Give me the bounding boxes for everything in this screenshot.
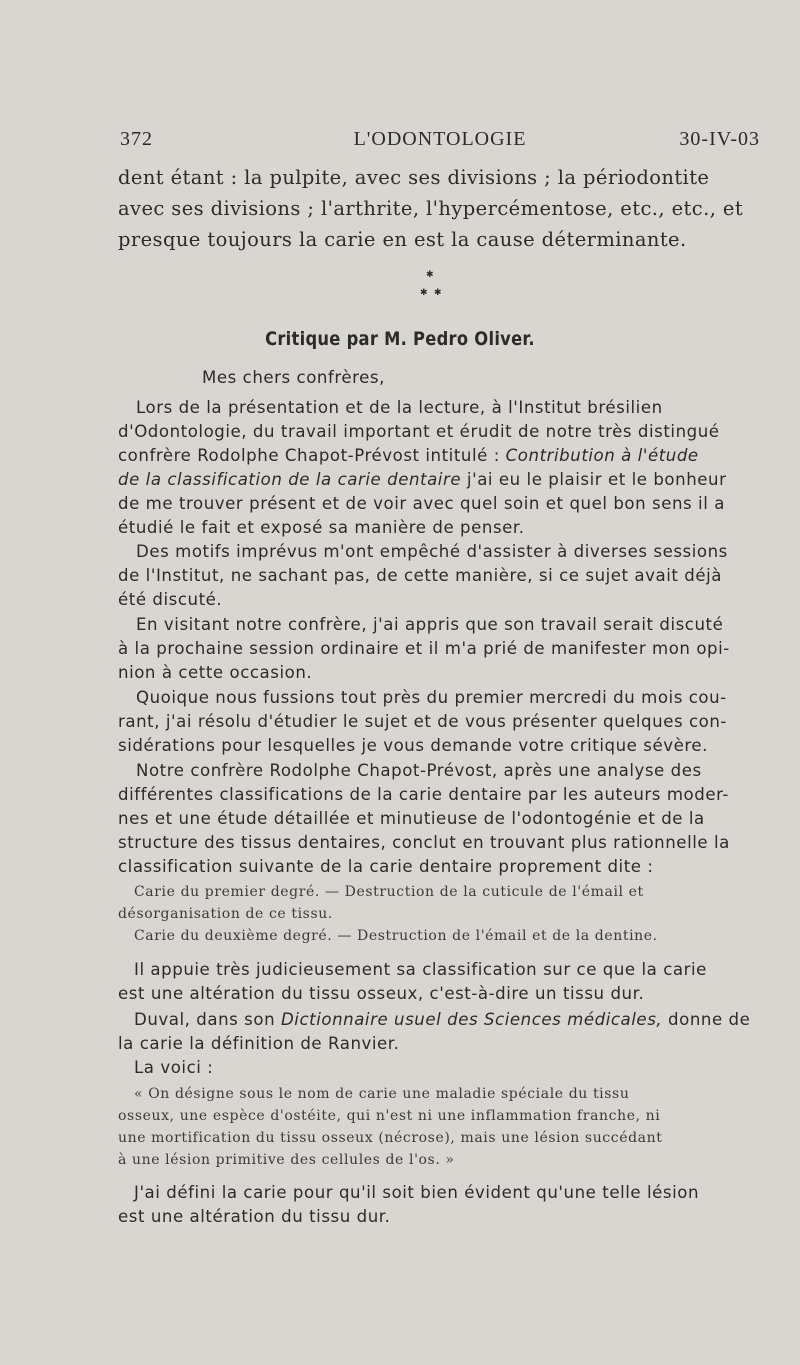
- text-line: est une altération du tissu osseux, c'est-à-dire un tissu dur.: [118, 984, 645, 1003]
- text-line: Quoique nous fussions tout près du premier mercredi du mois cou-: [136, 688, 727, 707]
- text-line: La voici :: [134, 1058, 214, 1077]
- quotation-line: à une lésion primitive des cellules de l'os. »: [118, 1152, 455, 1168]
- work-title-italic: Contribution à l'étude: [505, 446, 699, 465]
- text-line: nion à cette occasion.: [118, 663, 313, 682]
- text-line: structure des tissus dentaires, conclut en trouvant plus rationnelle la: [118, 833, 730, 852]
- quotation-line: « On désigne sous le nom de carie une maladie spéciale du tissu: [134, 1086, 630, 1102]
- text-line: nes et une étude détaillée et minutieuse de l'odontogénie et de la: [118, 809, 705, 828]
- issue-date: 30-IV-03: [679, 128, 760, 150]
- text-line: Lors de la présentation et de la lecture, à l'Institut brésilien: [136, 398, 663, 417]
- salutation: Mes chers confrères,: [202, 368, 385, 387]
- page-number: 372: [120, 128, 153, 150]
- text-line: [118, 446, 699, 465]
- text-span: confrère Rodolphe Chapot-Prévost intitulé :: [118, 446, 506, 465]
- text-line: différentes classifications de la carie dentaire par les auteurs moder-: [118, 785, 729, 804]
- text-line: rant, j'ai résolu d'étudier le sujet et de vous présenter quelques con-: [118, 712, 727, 731]
- text-span: donne de: [662, 1010, 751, 1029]
- text-line: étudié le fait et exposé sa manière de penser.: [118, 518, 525, 537]
- text-line: sidérations pour lesquelles je vous demande votre critique sévère.: [118, 736, 708, 755]
- text-line: [134, 1010, 750, 1029]
- text-line: avec ses divisions ; l'arthrite, l'hypercémentose, etc., etc., et: [118, 197, 744, 220]
- section-title: Critique par M. Pedro Oliver.: [265, 328, 535, 350]
- text-line: J'ai défini la carie pour qu'il soit bien évident qu'une telle lésion: [134, 1183, 700, 1202]
- text-line: En visitant notre confrère, j'ai appris que son travail serait discuté: [136, 615, 724, 634]
- text-line: presque toujours la carie en est la cause déterminante.: [118, 228, 687, 251]
- text-line: de me trouver présent et de voir avec quel soin et quel bon sens il a: [118, 494, 725, 513]
- running-header: [120, 128, 760, 158]
- text-span: Duval, dans son: [134, 1010, 281, 1029]
- text-line: Il appuie très judicieusement sa classification sur ce que la carie: [134, 960, 707, 979]
- text-line: de l'Institut, ne sachant pas, de cette manière, si ce sujet avait déjà: [118, 566, 723, 585]
- text-line: est une altération du tissu dur.: [118, 1207, 391, 1226]
- work-title-italic: Dictionnaire usuel des Sciences médicales,: [280, 1010, 663, 1029]
- classification-line: Carie du deuxième degré. — Destruction de l'émail et de la dentine.: [134, 928, 658, 944]
- text-line: à la prochaine session ordinaire et il m'a prié de manifester mon opi-: [118, 639, 730, 658]
- classification-line: Carie du premier degré. — Destruction de la cuticule de l'émail et: [134, 884, 644, 900]
- text-line: été discuté.: [118, 590, 223, 609]
- text-line: classification suivante de la carie dentaire proprement dite :: [118, 857, 654, 876]
- classification-line: désorganisation de ce tissu.: [118, 906, 333, 922]
- text-line: dent étant : la pulpite, avec ses divisions ; la périodontite: [118, 166, 710, 189]
- section-separator-asterisks: ✱ ✱ ✱: [420, 270, 442, 298]
- work-title-italic: de la classification de la carie dentaire: [118, 470, 462, 489]
- text-span: j'ai eu le plaisir et le bonheur: [461, 470, 727, 489]
- text-line: Des motifs imprévus m'ont empêché d'assister à diverses sessions: [136, 542, 728, 561]
- text-line: la carie la définition de Ranvier.: [118, 1034, 400, 1053]
- quotation-line: osseux, une espèce d'ostéite, qui n'est ni une inflammation franche, ni: [118, 1108, 661, 1124]
- text-line: Notre confrère Rodolphe Chapot-Prévost, après une analyse des: [136, 761, 702, 780]
- text-line: d'Odontologie, du travail important et érudit de notre très distingué: [118, 422, 720, 441]
- text-line: [118, 470, 726, 489]
- running-title: L'ODONTOLOGIE: [353, 128, 527, 150]
- quotation-line: une mortification du tissu osseux (nécrose), mais une lésion succédant: [118, 1130, 663, 1146]
